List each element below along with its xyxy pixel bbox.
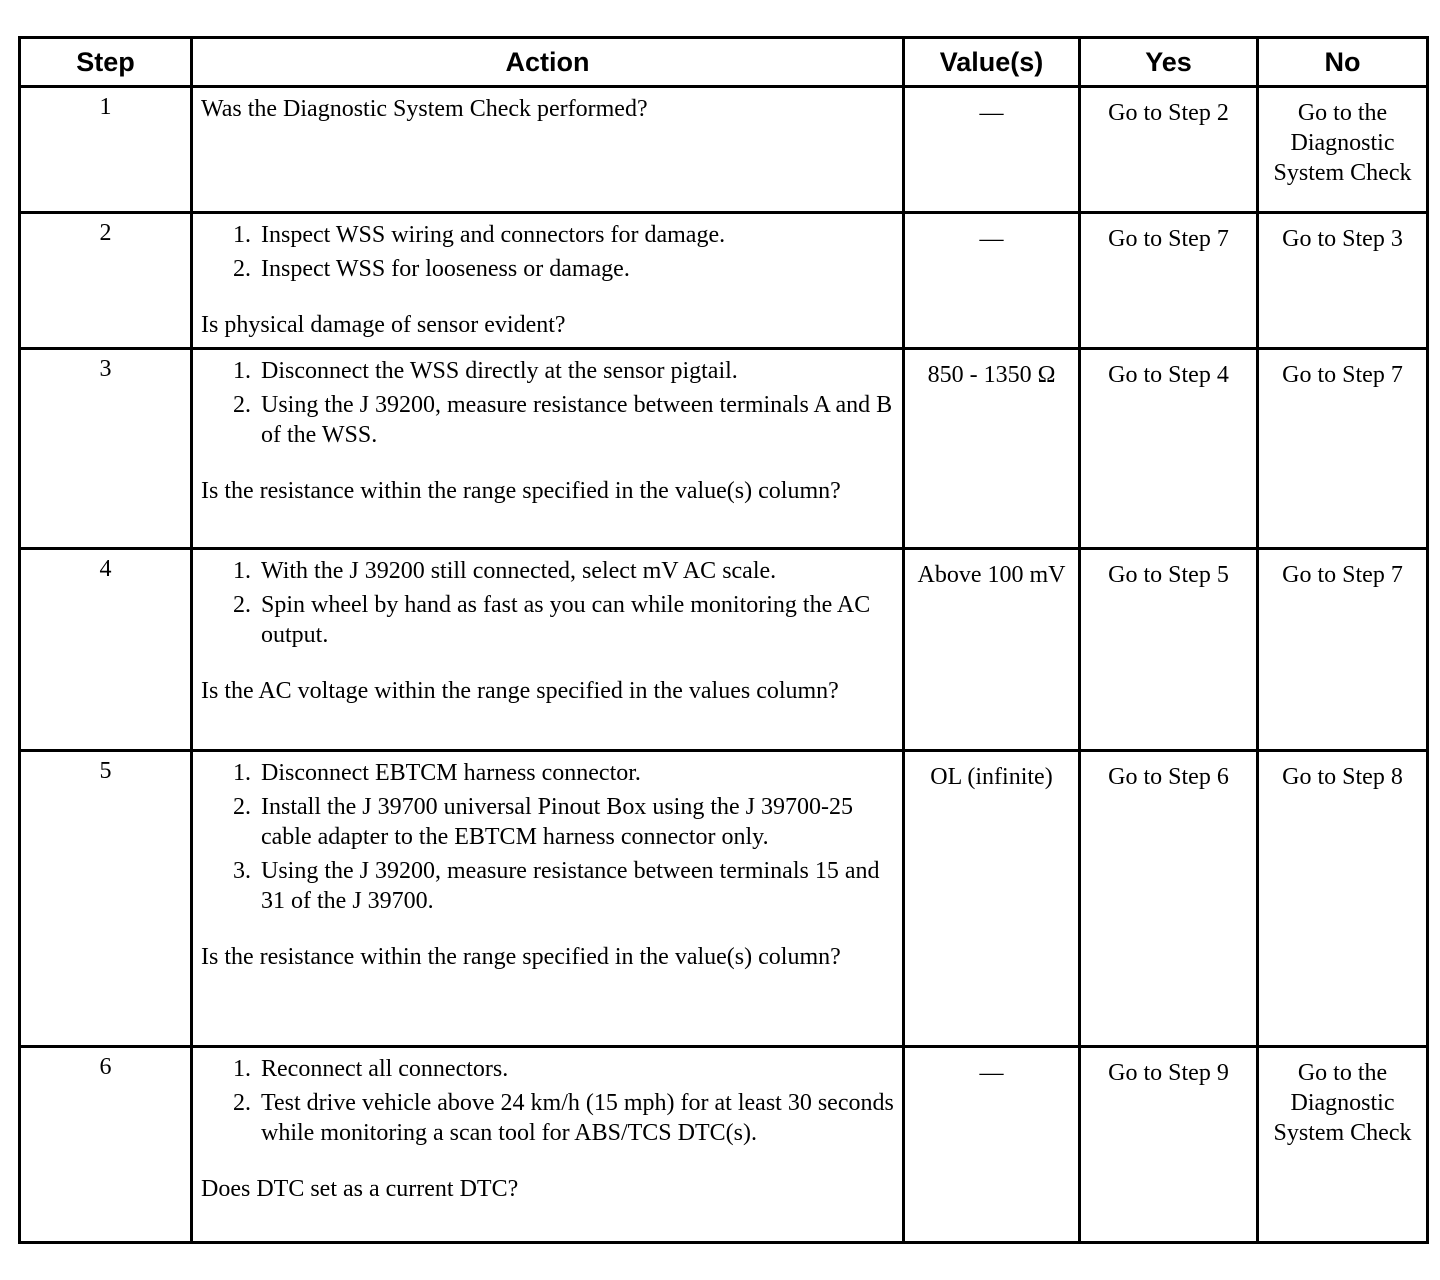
action-steps-list [201,1054,894,1148]
action-cell [192,349,904,549]
step-number: 5 [20,751,192,1047]
value-cell: 850 - 1350 Ω [904,349,1080,549]
action-cell [192,213,904,349]
no-result-cell: Go to Step 3 [1258,213,1428,349]
yes-result-cell: Go to Step 5 [1080,549,1258,751]
action-question: Is the resistance within the range specified in the value(s) column? [201,478,841,504]
action-step-item: 3. Using the J 39200, measure resistance between terminals 15 and 31 of the J 39700. [257,856,894,916]
diagnostic-table [18,36,1429,1244]
table-row [20,549,1428,751]
table-row [20,1047,1428,1243]
yes-result-cell: Go to Step 2 [1080,87,1258,213]
header-yes: Yes [1080,38,1258,87]
step-number: 1 [20,87,192,213]
table-row [20,87,1428,213]
step-number: 2 [20,213,192,349]
action-step-item: 2. Using the J 39200, measure resistance between terminals A and B of the WSS. [257,390,894,450]
action-cell [192,87,904,213]
yes-result-cell: Go to Step 6 [1080,751,1258,1047]
yes-result-cell: Go to Step 4 [1080,349,1258,549]
action-steps-list [201,758,894,916]
action-step-item: 1. Disconnect the WSS directly at the sensor pigtail. [257,356,894,386]
action-cell [192,1047,904,1243]
action-step-item: 2. Install the J 39700 universal Pinout Box using the J 39700-25 cable adapter to the EBTCM harness connector only. [257,792,894,852]
table-row [20,213,1428,349]
step-number: 4 [20,549,192,751]
value-cell: — [904,87,1080,213]
action-question: Is the AC voltage within the range specified in the values column? [201,678,839,704]
header-no: No [1258,38,1428,87]
action-cell [192,549,904,751]
action-question: Is physical damage of sensor evident? [201,312,566,338]
step-number: 3 [20,349,192,549]
action-step-item: 1. Reconnect all connectors. [257,1054,894,1084]
step-number: 6 [20,1047,192,1243]
no-result-cell: Go to Step 7 [1258,349,1428,549]
action-step-item: 1. Inspect WSS wiring and connectors for damage. [257,220,894,250]
yes-result-cell: Go to Step 7 [1080,213,1258,349]
table-row [20,751,1428,1047]
table-header-row [20,38,1428,87]
yes-result-cell: Go to Step 9 [1080,1047,1258,1243]
no-result-cell: Go to the Diagnostic System Check [1258,87,1428,213]
action-question: Does DTC set as a current DTC? [201,1176,519,1202]
action-steps-list [201,556,894,650]
value-cell: OL (infinite) [904,751,1080,1047]
header-step: Step [20,38,192,87]
action-step-item: 1. Disconnect EBTCM harness connector. [257,758,894,788]
action-steps-list [201,220,894,284]
no-result-cell: Go to Step 8 [1258,751,1428,1047]
action-step-item: 1. With the J 39200 still connected, select mV AC scale. [257,556,894,586]
value-cell: Above 100 mV [904,549,1080,751]
no-result-cell: Go to Step 7 [1258,549,1428,751]
action-question: Is the resistance within the range specified in the value(s) column? [201,944,841,970]
header-values: Value(s) [904,38,1080,87]
action-step-item: 2. Spin wheel by hand as fast as you can while monitoring the AC output. [257,590,894,650]
action-step-item: 2. Test drive vehicle above 24 km/h (15 mph) for at least 30 seconds while monitoring a scan tool for ABS/TCS DTC(s). [257,1088,894,1148]
table-row [20,349,1428,549]
value-cell: — [904,1047,1080,1243]
no-result-cell: Go to the Diagnostic System Check [1258,1047,1428,1243]
action-steps-list [201,356,894,450]
value-cell: — [904,213,1080,349]
header-action: Action [192,38,904,87]
action-cell [192,751,904,1047]
action-step-item: 2. Inspect WSS for looseness or damage. [257,254,894,284]
action-question: Was the Diagnostic System Check performed? [201,96,648,122]
